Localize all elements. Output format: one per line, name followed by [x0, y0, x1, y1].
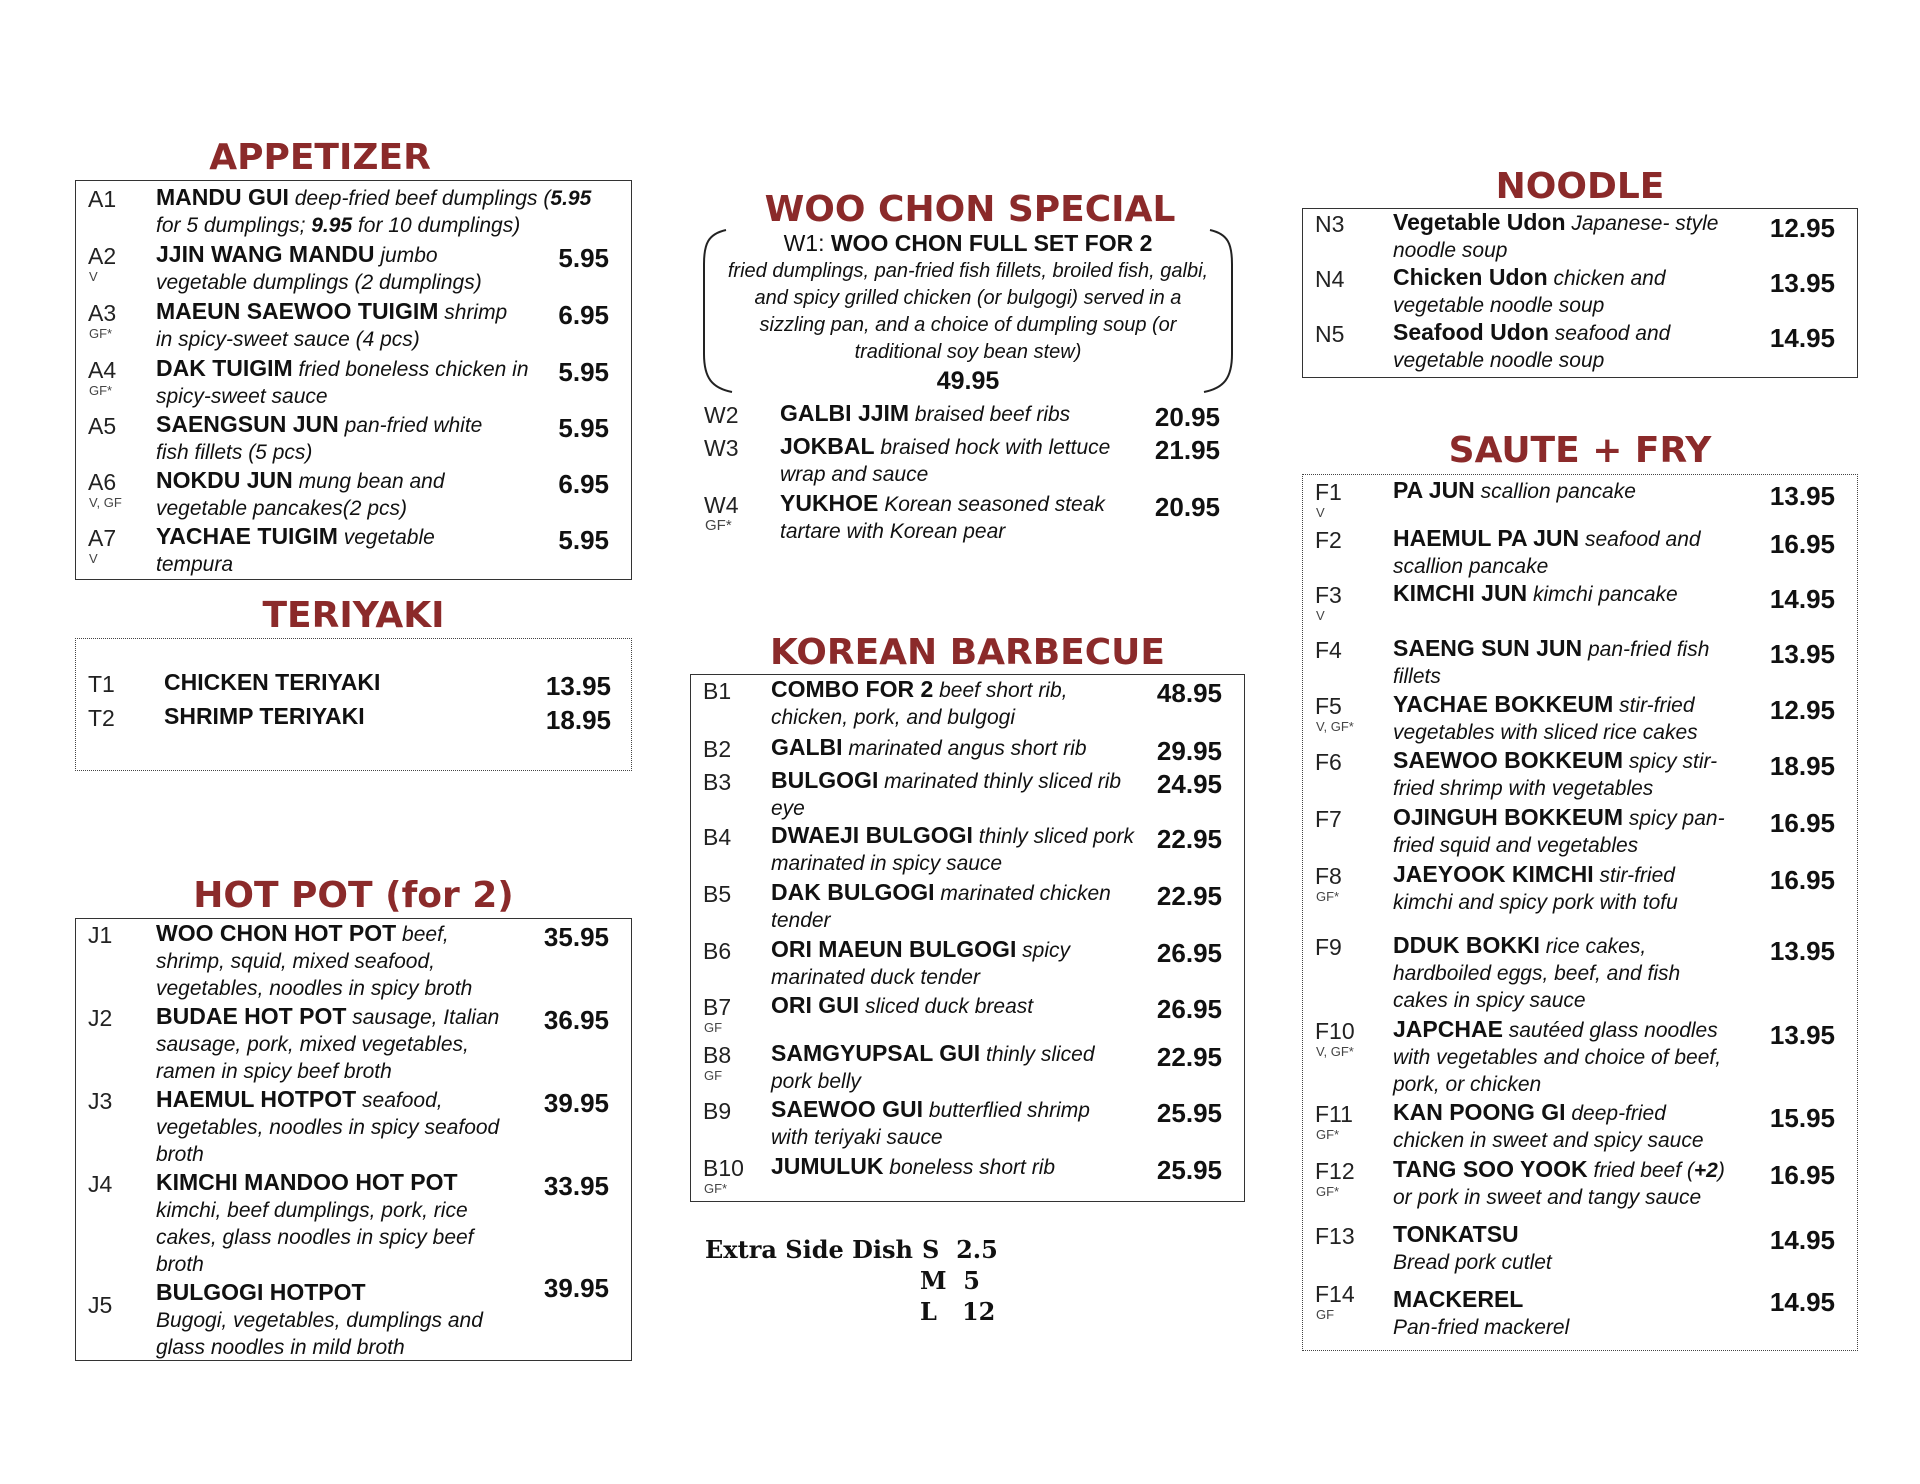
item-code: B9	[703, 1098, 732, 1124]
item-price: 20.95	[1154, 402, 1220, 432]
noodle-heading: NOODLE	[1495, 166, 1665, 207]
appetizer-box	[75, 180, 632, 580]
special-w1-price: 49.95	[936, 367, 1000, 395]
item-name: GALBI JJIM	[780, 400, 910, 426]
item-code: F1	[1315, 479, 1342, 505]
item-code: B8	[703, 1042, 732, 1068]
dietary-tag: GF*	[704, 1181, 728, 1196]
item-code: B6	[703, 938, 732, 964]
item-code: W1:	[783, 230, 831, 256]
item-price: 14.95	[1769, 1287, 1835, 1317]
item-code: B2	[703, 736, 732, 762]
item-desc	[1393, 1286, 1743, 1341]
item-code: B5	[703, 881, 732, 907]
item-desc	[156, 184, 616, 239]
item-name: HAEMUL HOTPOT	[156, 1086, 357, 1112]
item-desc	[1393, 635, 1738, 690]
dietary-tag: GF*	[705, 517, 732, 534]
item-desc	[156, 523, 476, 578]
teriyaki-heading: TERIYAKI	[262, 595, 445, 636]
item-code: F2	[1315, 527, 1342, 553]
item-price: 15.95	[1769, 1103, 1835, 1133]
item-name: SAEWOO GUI	[771, 1096, 924, 1122]
item-desc	[1393, 1016, 1748, 1098]
item-desc-text: pan-fried white fish fillets (5 pcs)	[156, 414, 483, 464]
dietary-tag: GF*	[1316, 1184, 1340, 1199]
item-code: J5	[88, 1292, 113, 1318]
item-price: 13.95	[545, 671, 611, 701]
item-name: WOO CHON HOT POT	[156, 920, 397, 946]
item-name: OJINGUH BOKKEUM	[1393, 804, 1624, 830]
item-desc-text: beef short rib, chicken, pork, and bulgogi	[771, 679, 1068, 729]
item-desc-text: sliced duck breast	[859, 995, 1034, 1018]
item-desc-text: thinly sliced pork marinated in spicy sauce	[771, 825, 1134, 875]
item-desc-text: seafood and scallion pancake	[1393, 528, 1701, 578]
size-letter: S	[922, 1235, 940, 1264]
item-name: PA JUN	[1393, 477, 1475, 503]
dietary-tag: GF*	[89, 383, 113, 398]
special-heading: WOO CHON SPECIAL	[764, 189, 1176, 230]
item-desc	[780, 433, 1140, 488]
item-name: SAENG SUN JUN	[1393, 635, 1583, 661]
item-desc	[771, 676, 1131, 731]
item-desc	[780, 490, 1140, 545]
dietary-tag: GF	[1316, 1307, 1335, 1322]
special-w1-title	[726, 229, 1210, 257]
item-desc-text: Korean seasoned steak tartare with Korean pear	[780, 493, 1105, 543]
item-name: ORI GUI	[771, 992, 860, 1018]
item-desc	[1393, 580, 1743, 608]
item-price: 22.95	[1156, 1042, 1222, 1072]
item-price: 22.95	[1156, 824, 1222, 854]
item-name: KIMCHI MANDOO HOT POT	[156, 1169, 458, 1195]
item-desc	[1393, 1099, 1738, 1154]
item-price: 6.95	[558, 469, 609, 499]
item-desc	[156, 467, 496, 522]
item-price: 33.95	[543, 1171, 609, 1201]
dietary-tag: V	[89, 269, 98, 284]
item-name: DWAEJI BULGOGI	[771, 822, 973, 848]
item-code: J1	[88, 922, 113, 948]
item-name: HAEMUL PA JUN	[1393, 525, 1580, 551]
item-price: 39.95	[543, 1273, 609, 1303]
size-letter: M	[920, 1266, 947, 1295]
item-code: B3	[703, 769, 732, 795]
item-desc-text: Japanese- style noodle soup	[1393, 212, 1719, 262]
hotpot-heading: HOT POT (for 2)	[193, 875, 514, 916]
item-desc	[156, 1086, 526, 1168]
item-desc-text: spicy marinated duck tender	[771, 939, 1071, 989]
item-price: 12.95	[1769, 213, 1835, 243]
item-name: JAPCHAE	[1393, 1016, 1503, 1042]
item-code: W4	[704, 492, 739, 518]
item-desc	[156, 241, 486, 296]
item-name: YUKHOE	[780, 490, 879, 516]
item-name: JAEYOOK KIMCHI	[1393, 861, 1594, 887]
size-price: 2.5	[956, 1235, 998, 1264]
item-desc-text: deep-fried beef dumplings (	[288, 187, 551, 210]
item-price: 20.95	[1154, 492, 1220, 522]
item-price: 13.95	[1769, 639, 1835, 669]
item-desc-text: rice cakes, hardboiled eggs, beef, and fish cakes in spicy sauce	[1393, 935, 1681, 1012]
item-code: F14	[1315, 1281, 1355, 1307]
bbq-box	[690, 674, 1245, 1202]
item-code: F7	[1315, 806, 1342, 832]
saute-fry-box	[1302, 474, 1858, 1351]
item-price: 18.95	[1769, 751, 1835, 781]
item-code: B1	[703, 678, 732, 704]
item-desc-text: vegetable tempura	[156, 526, 435, 576]
item-name: BULGOGI HOTPOT	[156, 1279, 366, 1305]
item-price: 25.95	[1156, 1155, 1222, 1185]
item-desc	[771, 1040, 1121, 1095]
item-price: 13.95	[1769, 936, 1835, 966]
item-desc-text: scallion pancake	[1474, 480, 1636, 503]
dietary-tag: GF	[704, 1020, 723, 1035]
item-price: 5.95	[558, 413, 609, 443]
item-desc	[156, 1169, 506, 1278]
item-desc	[1393, 861, 1738, 916]
item-desc-text: fried boneless chicken in spicy-sweet sauce	[156, 358, 529, 408]
item-price: 13.95	[1769, 268, 1835, 298]
item-name: KAN POONG GI	[1393, 1099, 1566, 1125]
item-code: A7	[88, 525, 117, 551]
item-code: N5	[1315, 321, 1345, 347]
item-price: 36.95	[543, 1005, 609, 1035]
item-price: 25.95	[1156, 1098, 1222, 1128]
item-code: T1	[88, 671, 115, 697]
item-desc	[771, 992, 1151, 1020]
item-desc-text: mung bean and vegetable pancakes(2 pcs)	[156, 470, 445, 520]
item-price: 6.95	[558, 300, 609, 330]
item-desc-text: seafood, vegetables, noodles in spicy seafood broth	[156, 1089, 500, 1166]
item-desc	[1393, 525, 1733, 580]
item-code: F5	[1315, 693, 1342, 719]
item-name: TONKATSU	[1393, 1221, 1519, 1247]
item-price: 16.95	[1769, 865, 1835, 895]
item-code: A1	[88, 186, 117, 212]
item-code: J3	[88, 1088, 113, 1114]
item-price: 16.95	[1769, 529, 1835, 559]
item-name: MANDU GUI	[156, 184, 289, 210]
item-desc-text: boneless short rib	[883, 1156, 1056, 1179]
dietary-tag: V, GF*	[1316, 1044, 1354, 1059]
item-price: 21.95	[1154, 435, 1220, 465]
item-code: J2	[88, 1005, 113, 1031]
item-desc-text: stir-fried kimchi and spicy pork with tofu	[1393, 864, 1678, 914]
item-desc	[1393, 319, 1743, 374]
item-price: 14.95	[1769, 1225, 1835, 1255]
saute-fry-heading: SAUTE + FRY	[1448, 430, 1712, 471]
item-name: Seafood Udon	[1393, 319, 1549, 345]
item-desc-text: Pan-fried mackerel	[1393, 1316, 1570, 1339]
item-price: 12.95	[1769, 695, 1835, 725]
item-desc-text: ) or pork in sweet and tangy sauce	[1393, 1159, 1725, 1209]
item-price: 35.95	[543, 922, 609, 952]
beef-upcharge: +2	[1693, 1159, 1718, 1182]
item-desc-text: fried beef (	[1587, 1159, 1694, 1182]
dietary-tag: V	[1316, 505, 1325, 520]
item-price: 48.95	[1156, 678, 1222, 708]
dietary-tag: V, GF*	[1316, 719, 1354, 734]
item-desc-text: marinated chicken tender	[771, 882, 1111, 932]
item-desc-text: braised hock with lettuce wrap and sauce	[780, 436, 1111, 486]
item-desc-text: jumbo vegetable dumplings (2 dumplings)	[156, 244, 482, 294]
item-price: 16.95	[1769, 808, 1835, 838]
item-code: A4	[88, 357, 117, 383]
item-price: 14.95	[1769, 323, 1835, 353]
size-price: 12	[961, 1297, 996, 1326]
item-desc-text: stir-fried vegetables with sliced rice cakes	[1393, 694, 1698, 744]
dietary-tag: V	[1316, 608, 1325, 623]
item-desc	[771, 936, 1131, 991]
item-price: 29.95	[1156, 736, 1222, 766]
item-desc	[156, 298, 526, 353]
size-price: 5	[963, 1266, 980, 1295]
item-desc	[156, 355, 536, 410]
item-price: 16.95	[1769, 1160, 1835, 1190]
item-name: DAK BULGOGI	[771, 879, 935, 905]
item-desc	[156, 1279, 516, 1361]
extra-side-size-l	[920, 1296, 995, 1327]
item-desc-text: beef, shrimp, squid, mixed seafood, vegetables, noodles in spicy broth	[156, 923, 473, 1000]
item-code: F3	[1315, 582, 1342, 608]
item-price: 13.95	[1769, 481, 1835, 511]
item-name: MAEUN SAEWOO TUIGIM	[156, 298, 439, 324]
item-code: F4	[1315, 637, 1342, 663]
item-code: F8	[1315, 863, 1342, 889]
item-name: YACHAE TUIGIM	[156, 523, 338, 549]
item-name: TANG SOO YOOK	[1393, 1156, 1588, 1182]
item-desc	[771, 767, 1151, 822]
item-code: F12	[1315, 1158, 1355, 1184]
item-name: DDUK BOKKI	[1393, 932, 1540, 958]
price-10-dumplings: 9.95	[311, 214, 353, 237]
item-price: 24.95	[1156, 769, 1222, 799]
item-code: F13	[1315, 1223, 1355, 1249]
item-name: Vegetable Udon	[1393, 209, 1566, 235]
hotpot-box	[75, 918, 632, 1361]
item-desc-text: pan-fried fish fillets	[1393, 638, 1710, 688]
item-code: W2	[704, 402, 739, 428]
item-name: SAMGYUPSAL GUI	[771, 1040, 981, 1066]
item-desc-text: butterflied shrimp with teriyaki sauce	[771, 1099, 1090, 1149]
item-name: YACHAE BOKKEUM	[1393, 691, 1614, 717]
item-desc	[771, 822, 1151, 877]
item-name: WOO CHON FULL SET FOR 2	[830, 230, 1153, 256]
item-code: J4	[88, 1171, 113, 1197]
item-code: N4	[1315, 266, 1345, 292]
item-desc-text: kimchi, beef dumplings, pork, rice cakes, glass noodles in spicy beef broth	[156, 1199, 474, 1276]
item-name: CHICKEN TERIYAKI	[164, 669, 381, 695]
item-name: JJIN WANG MANDU	[156, 241, 375, 267]
item-name: SAEWOO BOKKEUM	[1393, 747, 1623, 773]
item-desc	[1393, 477, 1743, 505]
item-desc	[156, 920, 506, 1002]
special-list	[692, 400, 1232, 550]
price-5-dumplings: 5.95	[550, 187, 592, 210]
item-name: MACKEREL	[1393, 1286, 1524, 1312]
item-desc	[1393, 1156, 1743, 1211]
item-name: BUDAE HOT POT	[156, 1003, 347, 1029]
item-desc	[164, 669, 380, 697]
dietary-tag: GF*	[1316, 1127, 1340, 1142]
extra-side-size-s	[922, 1234, 998, 1265]
item-desc-text: chicken and vegetable noodle soup	[1393, 267, 1666, 317]
item-code: B4	[703, 824, 732, 850]
item-name: NOKDU JUN	[156, 467, 293, 493]
bbq-heading: KOREAN BARBECUE	[769, 632, 1165, 673]
item-name: KIMCHI JUN	[1393, 580, 1528, 606]
item-desc	[156, 1003, 516, 1085]
item-price: 18.95	[545, 705, 611, 735]
item-price: 5.95	[558, 525, 609, 555]
item-desc-text: kimchi pancake	[1527, 583, 1678, 606]
item-desc-text: braised beef ribs	[909, 403, 1071, 426]
item-code: A2	[88, 243, 117, 269]
item-code: F6	[1315, 749, 1342, 775]
item-code: F9	[1315, 934, 1342, 960]
item-name: SAENGSUN JUN	[156, 411, 339, 437]
item-desc	[1393, 747, 1743, 802]
item-name: DAK TUIGIM	[156, 355, 293, 381]
item-name: GALBI	[771, 734, 843, 760]
dietary-tag: GF*	[1316, 889, 1340, 904]
item-name: SHRIMP TERIYAKI	[164, 703, 365, 729]
item-desc-text: spicy pan-fried squid and vegetables	[1393, 807, 1725, 857]
item-name: JOKBAL	[780, 433, 875, 459]
item-desc	[771, 1153, 1151, 1181]
item-name: Chicken Udon	[1393, 264, 1548, 290]
item-code: A3	[88, 300, 117, 326]
item-desc	[164, 703, 365, 731]
item-desc-text: deep-fried chicken in sweet and spicy sauce	[1393, 1102, 1704, 1152]
item-code: A6	[88, 469, 117, 495]
item-code: N3	[1315, 211, 1345, 237]
item-desc-text: for 5 dumplings;	[156, 214, 312, 237]
item-desc	[771, 1096, 1131, 1151]
item-desc	[1393, 691, 1743, 746]
item-price: 22.95	[1156, 881, 1222, 911]
item-desc-text: marinated angus short rib	[842, 737, 1087, 760]
item-code: F10	[1315, 1018, 1355, 1044]
size-letter: L	[920, 1297, 937, 1326]
item-code: F11	[1315, 1101, 1353, 1127]
item-desc	[156, 411, 506, 466]
item-price: 5.95	[558, 243, 609, 273]
item-desc	[1393, 209, 1743, 264]
item-name: COMBO FOR 2	[771, 676, 934, 702]
item-name: JUMULUK	[771, 1153, 884, 1179]
item-code: W3	[704, 435, 739, 461]
item-desc-text: sautéed glass noodles with vegetables and choice of beef, pork, or chicken	[1393, 1019, 1722, 1096]
item-price: 26.95	[1156, 994, 1222, 1024]
item-desc-text: for 10 dumplings)	[352, 214, 521, 237]
item-desc-text: thinly sliced pork belly	[771, 1043, 1095, 1093]
item-desc-text: sausage, Italian sausage, pork, mixed vegetables, ramen in spicy beef broth	[156, 1006, 500, 1083]
item-desc-text: Bread pork cutlet	[1393, 1251, 1552, 1274]
item-price: 13.95	[1769, 1020, 1835, 1050]
teriyaki-box	[75, 638, 632, 771]
item-desc	[1393, 1221, 1743, 1276]
item-code: A5	[88, 413, 117, 439]
item-desc-text: spicy stir-fried shrimp with vegetables	[1393, 750, 1718, 800]
item-desc-text: Bugogi, vegetables, dumplings and glass noodles in mild broth	[156, 1309, 483, 1359]
dietary-tag: V	[89, 551, 98, 566]
dietary-tag: GF*	[89, 326, 113, 341]
extra-side-size-m	[920, 1265, 980, 1296]
item-price: 14.95	[1769, 584, 1835, 614]
item-price: 5.95	[558, 357, 609, 387]
item-name: BULGOGI	[771, 767, 879, 793]
dietary-tag: GF	[704, 1068, 723, 1083]
item-desc-text: shrimp in spicy-sweet sauce (4 pcs)	[156, 301, 508, 351]
dietary-tag: V, GF	[89, 495, 122, 510]
item-desc	[1393, 804, 1743, 859]
item-desc	[771, 879, 1131, 934]
item-desc	[780, 400, 1140, 428]
item-code: T2	[88, 705, 115, 731]
item-desc-text: seafood and vegetable noodle soup	[1393, 322, 1671, 372]
item-price: 26.95	[1156, 938, 1222, 968]
extra-side-dish-label: Extra Side Dish	[705, 1235, 913, 1264]
item-desc	[1393, 264, 1743, 319]
appetizer-heading: APPETIZER	[209, 137, 431, 178]
item-price: 39.95	[543, 1088, 609, 1118]
item-name: ORI MAEUN BULGOGI	[771, 936, 1017, 962]
item-desc	[771, 734, 1141, 762]
item-code: B10	[703, 1155, 744, 1181]
item-code: B7	[703, 994, 732, 1020]
item-desc-text: marinated thinly sliced rib eye	[771, 770, 1122, 820]
special-w1-desc: fried dumplings, pan-fried fish fillets, broiled fish, galbi, and spicy grilled chicken (or bulgogi) served in a sizzling pan, and a choice of dumpling soup (or traditional soy bean stew)	[727, 260, 1209, 363]
item-desc	[1393, 932, 1723, 1014]
noodle-box	[1302, 208, 1858, 378]
